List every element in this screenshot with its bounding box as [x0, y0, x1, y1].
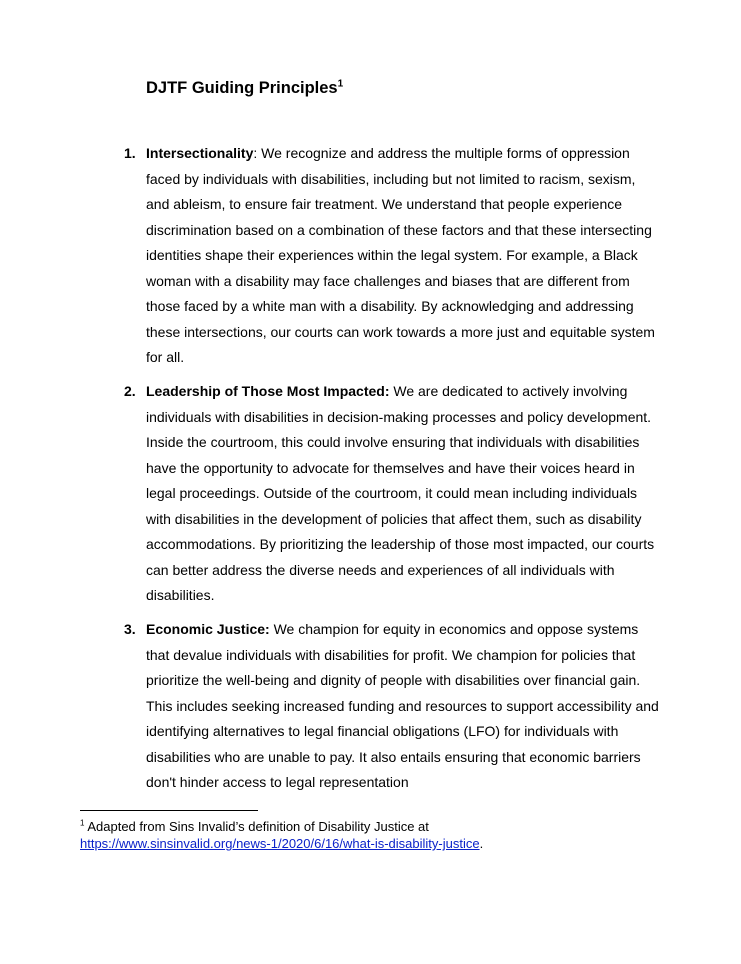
- principle-number: 2.: [124, 383, 136, 399]
- principle-text: : We recognize and address the multiple forms of oppression faced by individuals with disabilities, including but not limited to racism, sexism, and ableism, to ensure fair treatment. We understand that people experience discrimination based on a combination of these factors and that these intersecting identities shape their experiences within the legal system. For example, a Black woman with a disability may face challenges and biases that are different from those faced by a white man with a disability. By acknowledging and addressing these intersections, our courts can work towards a more just and equitable system for all.: [146, 145, 655, 365]
- footnote-end: .: [479, 836, 484, 851]
- footnote-link[interactable]: https://www.sinsinvalid.org/news-1/2020/6/16/what-is-disability-justice: [80, 836, 480, 851]
- principle-text: We champion for equity in economics and oppose systems that devalue individuals with disabilities for profit. We champion for policies that prioritize the well-being and dignity of people with disabilities over financial gain. This includes seeking increased funding and resources to support accessibility and identifying alternatives to legal financial obligations (LFO) for individuals with disabilities who are unable to pay. It also entails ensuring that economic barriers don't hinder access to legal representation: [146, 621, 659, 790]
- principle-leadership: [146, 379, 662, 609]
- principle-number: 3.: [124, 621, 136, 637]
- principle-term: Intersectionality: [146, 145, 254, 161]
- principle-text: We are dedicated to actively involving individuals with disabilities in decision-making processes and policy development. Inside the courtroom, this could involve ensuring that individuals with disabilities have the opportunity to advocate for themselves and have their voices heard in legal proceedings. Outside of the courtroom, it could mean including individuals with disabilities in the development of policies that affect them, such as disability accommodations. By prioritizing the leadership of those most impacted, our courts can better address the diverse needs and experiences of all individuals with disabilities.: [146, 383, 655, 603]
- principle-economic-justice: [146, 617, 662, 796]
- footnote: [80, 818, 680, 852]
- footnote-marker: 1: [80, 818, 85, 828]
- page-title: [146, 79, 343, 98]
- title-text: DJTF Guiding Principles: [146, 79, 338, 97]
- principle-intersectionality: [146, 141, 662, 371]
- principle-number: 1.: [124, 145, 136, 161]
- principle-term: Economic Justice:: [146, 621, 270, 637]
- principle-term: Leadership of Those Most Impacted:: [146, 383, 390, 399]
- title-footnote-ref[interactable]: 1: [337, 78, 344, 90]
- footnote-divider: [80, 810, 258, 811]
- footnote-text: Adapted from Sins Invalid’s definition of Disability Justice at: [84, 819, 429, 834]
